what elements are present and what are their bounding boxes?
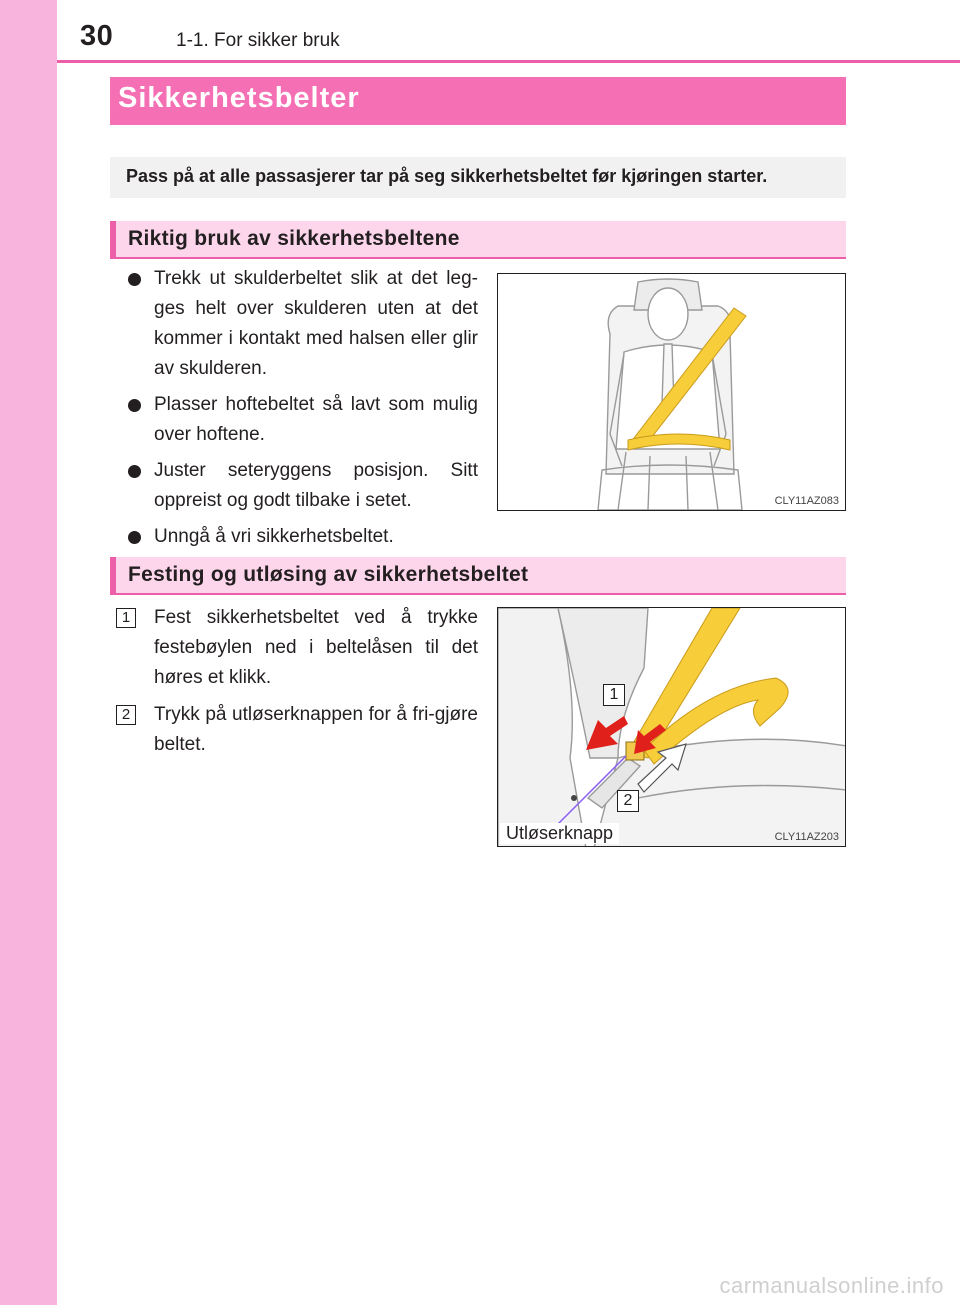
release-button-label: Utløserknapp (500, 823, 619, 844)
section-heading: Riktig bruk av sikkerhetsbeltene (128, 227, 460, 250)
seated-person-illustration (498, 274, 846, 511)
title-bar (110, 77, 846, 125)
section-header-fasten-release (110, 557, 846, 595)
step-2 (116, 700, 478, 760)
intro-text: Pass på at alle passasjerer tar på seg sikkerhetsbeltet før kjøringen starter. (126, 166, 768, 186)
section-heading: Festing og utløsing av sikkerhetsbeltet (128, 563, 529, 586)
list-item (125, 522, 478, 552)
bullet-text: Plasser hoftebeltet så lavt som mulig over hoftene. (154, 394, 478, 445)
page-number: 30 (80, 20, 114, 52)
step-1 (116, 603, 478, 693)
section-header-correct-use (110, 221, 846, 259)
bullet-text: Juster seteryggens posisjon. Sitt oppreist og godt tilbake i setet. (154, 460, 478, 511)
header-divider (57, 60, 960, 63)
list-item (125, 390, 478, 450)
bullet-icon (128, 273, 141, 286)
figure-seated-person (497, 273, 846, 511)
callout-2: 2 (617, 790, 639, 812)
figure-buckle (497, 607, 846, 847)
bullet-list (125, 264, 478, 558)
figure-code: CLY11AZ203 (774, 831, 839, 843)
bullet-icon (128, 399, 141, 412)
step-text: Trykk på utløserknappen for å fri-gjøre beltet. (154, 704, 478, 755)
callout-1: 1 (603, 684, 625, 706)
step-number-icon: 2 (116, 705, 136, 725)
page-title: Sikkerhetsbelter (118, 82, 360, 114)
watermark: carmanualsonline.info (719, 1273, 944, 1298)
breadcrumb: 1-1. For sikker bruk (176, 30, 340, 51)
bullet-icon (128, 531, 141, 544)
bullet-text: Trekk ut skulderbeltet slik at det leg-ges helt over skulderen uten at det kommer i kontakt med halsen eller glir av skulderen. (154, 268, 478, 379)
buckle-illustration (498, 608, 846, 847)
page-side-band (0, 0, 57, 1305)
intro-box (110, 157, 846, 198)
bullet-icon (128, 465, 141, 478)
bullet-text: Unngå å vri sikkerhetsbeltet. (154, 526, 394, 547)
step-number-icon: 1 (116, 608, 136, 628)
list-item (125, 264, 478, 384)
list-item (125, 456, 478, 516)
figure-code: CLY11AZ083 (774, 495, 839, 507)
step-text: Fest sikkerhetsbeltet ved å trykke festebøylen ned i beltelåsen til det høres et klikk. (154, 607, 478, 688)
